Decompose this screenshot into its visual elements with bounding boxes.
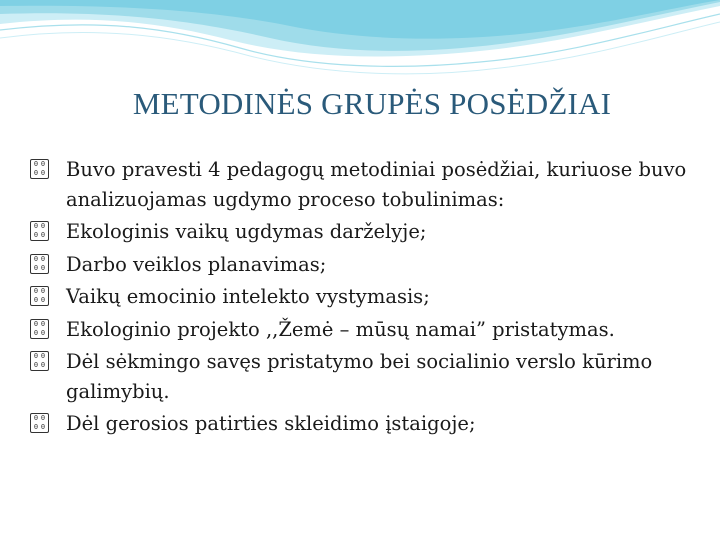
missing-glyph-box-icon: 0 0 0 0 bbox=[30, 413, 49, 433]
bullet-text: Dėl gerosios patirties skleidimo įstaigoje; bbox=[66, 412, 476, 435]
bullet-text: Darbo veiklos planavimas; bbox=[66, 252, 327, 276]
bullet-text: Ekologinis vaikų ugdymas darželyje; bbox=[66, 220, 427, 243]
list-item bbox=[30, 409, 710, 439]
missing-glyph-box-icon: 0 0 0 0 bbox=[30, 351, 49, 371]
list-item bbox=[30, 250, 710, 280]
missing-glyph-box-icon: 0 0 0 0 bbox=[30, 159, 49, 179]
bullet-text: Buvo pravesti 4 pedagogų metodiniai posėdžiai, kuriuose buvo analizuojamas ugdymo proceso tobulinimas: bbox=[66, 158, 687, 211]
list-item bbox=[30, 155, 710, 214]
list-item bbox=[30, 217, 710, 247]
missing-glyph-box-icon: 0 0 0 0 bbox=[30, 286, 49, 306]
list-item bbox=[30, 315, 710, 345]
slide-title: METODINĖS GRUPĖS POSĖDŽIAI bbox=[132, 86, 612, 121]
missing-glyph-box-icon: 0 0 0 0 bbox=[30, 254, 49, 274]
list-item bbox=[30, 347, 710, 406]
missing-glyph-box-icon: 0 0 0 0 bbox=[30, 319, 49, 339]
header-wave-decoration bbox=[0, 0, 720, 90]
bullet-text: Ekologinio projekto ,,Žemė – mūsų namai” pristatymas. bbox=[66, 317, 615, 341]
bullet-list bbox=[30, 155, 710, 442]
missing-glyph-box-icon: 0 0 0 0 bbox=[30, 221, 49, 241]
bullet-text: Dėl sėkmingo savęs pristatymo bei socialinio verslo kūrimo galimybių. bbox=[66, 350, 653, 403]
list-item bbox=[30, 282, 710, 312]
bullet-text: Vaikų emocinio intelekto vystymasis; bbox=[66, 285, 430, 308]
